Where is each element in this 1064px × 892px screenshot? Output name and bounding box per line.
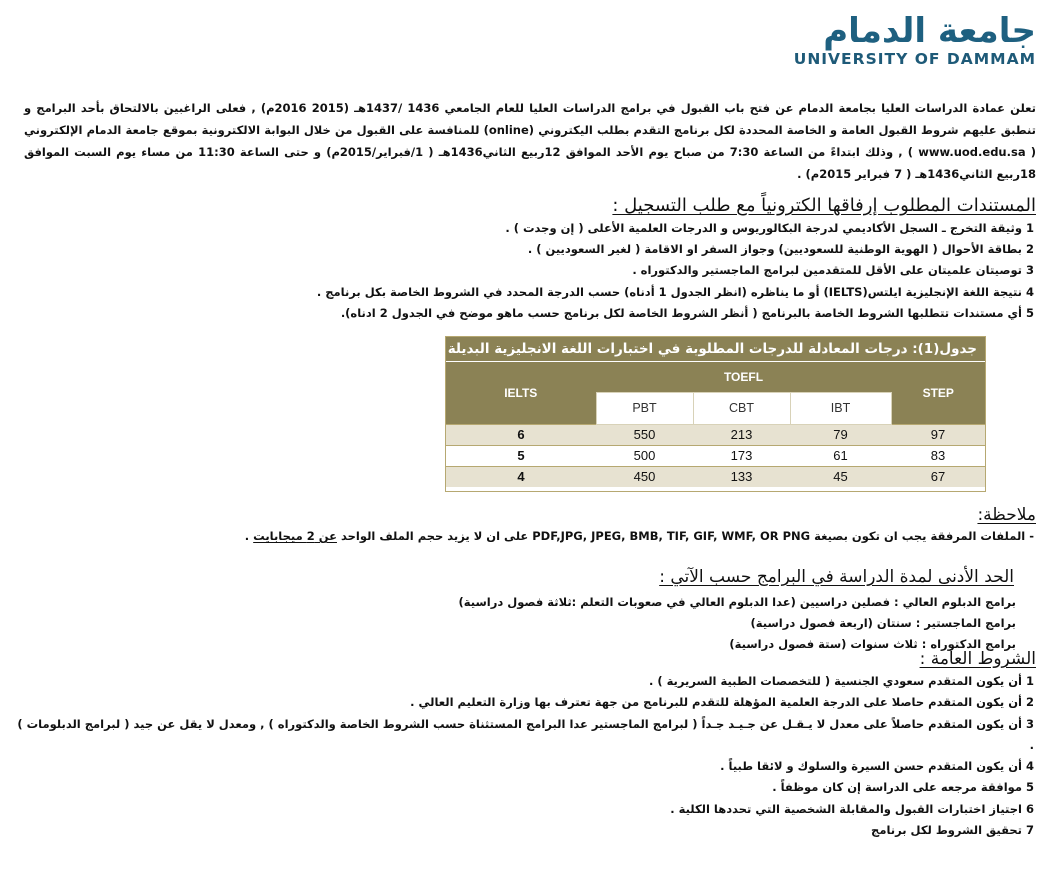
cell-step: 97 bbox=[891, 424, 985, 445]
item-text: أن يكون المتقدم حاصلاً على معدل لا يـقـل عن جـيـد جـداً ( لبرامج الماجستير عدا البرامج المستثناة حسب الشروط الخاصة والدكتوراه ) , ومعدل لا يقل عن جيد ( لبرامج الدبلومات ) . bbox=[17, 716, 1034, 752]
item-number: 2 bbox=[1025, 242, 1034, 257]
list-item: برامج الدبلوم العالي : فصلين دراسيين (عدا الدبلوم العالي في صعوبات التعلم :ثلاثة فصول دراسية) bbox=[458, 595, 1016, 609]
cell-pbt: 550 bbox=[596, 424, 693, 445]
general-conditions-list bbox=[14, 671, 1034, 841]
documents-heading: المستندات المطلوب إرفاقها الكترونياً مع طلب التسجيل : bbox=[612, 195, 1036, 216]
cell-step: 67 bbox=[891, 466, 985, 487]
item-text: أن يكون المتقدم حاصلا على الدرجة العلمية المؤهلة للتقدم للبرنامج من جهة تعترف بها وزارة التعليم العالي . bbox=[410, 695, 1022, 710]
item-text: نتيجة اللغة الإنجليزية ايلتس(IELTS) أو ما يناظره (انظر الجدول 1 أدناه) حسب الدرجة المحدد في الشروط الخاصة بكل برنامج . bbox=[316, 284, 1022, 299]
list-item bbox=[14, 820, 1034, 841]
header-pbt: PBT bbox=[596, 392, 693, 424]
item-number: 2 bbox=[1025, 695, 1034, 710]
item-text: توصيتان علميتان على الأقل للمتقدمين لبرامج الماجستير والدكتوراه . bbox=[632, 263, 1022, 278]
header-toefl: TOEFL bbox=[596, 362, 891, 392]
cell-step: 83 bbox=[891, 445, 985, 466]
note-main: - الملفات المرفقة يجب ان تكون بصيغة PDF,JPG, JPEG, BMB, TIF, GIF, WMF, OR PNG على ان لا يزيد حجم الملف الواحد bbox=[340, 529, 1034, 543]
header-ibt: IBT bbox=[790, 392, 891, 424]
list-item bbox=[14, 260, 1034, 281]
cell-ibt: 61 bbox=[790, 445, 891, 466]
header-ielts: IELTS bbox=[446, 362, 596, 424]
item-text: أن يكون المتقدم سعودي الجنسية ( للتخصصات الطبية السريرية ) . bbox=[648, 674, 1022, 688]
duration-heading: الحد الأدنى لمدة الدراسة في البرامج حسب الآتي : bbox=[659, 567, 1014, 587]
list-item bbox=[14, 218, 1034, 239]
item-number: 5 bbox=[1025, 305, 1034, 320]
logo-english: UNIVERSITY OF DAMMAM bbox=[793, 50, 1036, 68]
item-number: 1 bbox=[1025, 221, 1034, 235]
item-number: 3 bbox=[1025, 716, 1034, 731]
item-text: أي مستندات تتطلبها الشروط الخاصة بالبرنامج ( أنظر الشروط الخاصة لكل برنامج حسب ماهو موضح في الجدول 2 ادناه). bbox=[340, 305, 1022, 320]
duration-list bbox=[459, 592, 1016, 655]
cell-cbt: 173 bbox=[693, 445, 790, 466]
note-size-limit: عن 2 ميجابايت bbox=[253, 529, 337, 543]
item-number: 5 bbox=[1025, 780, 1034, 795]
intro-paragraph: تعلن عمادة الدراسات العليا بجامعة الدمام عن فتح باب القبول في برامج الدراسات العليا للعام الجامعي 1436 /1437هـ (2015 2016م) , فعلى الراغبين بالالتحاق بأحد البرامج و تنطبق عليهم شروط القبول العامة و الخاصة المحددة لكل برنامج التقدم بطلب اليكتروني (online) للمنافسة على القبول من خلال البوابة الالكترونية بموقع جامعة الدمام الإلكتروني ( www.uod.edu.sa ) , وذلك ابتداءً من الساعة 7:30 من صباح يوم الأحد الموافق 12ربيع الثاني1436هـ ( 1/فبراير/2015م) و حتى الساعة 11:30 من مساء يوم السبت الموافق 18ربيع الثاني1436هـ ( 7 فبراير 2015م) . bbox=[24, 101, 1037, 181]
cell-ibt: 79 bbox=[790, 424, 891, 445]
item-text: أن يكون المتقدم حسن السيرة والسلوك و لائقا طبياً . bbox=[720, 759, 1022, 774]
table-title: جدول(1): درجات المعادلة للدرجات المطلوبة في اختبارات اللغة الانجليزية البديلة bbox=[446, 337, 985, 362]
university-logo bbox=[780, 11, 1036, 68]
list-item: برامج الماجستير : سنتان (اربعة فصول دراسية) bbox=[750, 616, 1016, 630]
cell-ielts: 5 bbox=[446, 445, 596, 466]
general-conditions-heading: الشروط العامة : bbox=[919, 649, 1036, 669]
cell-ielts: 4 bbox=[446, 466, 596, 487]
note-end: . bbox=[244, 529, 254, 543]
logo-arabic: جامعة الدمام bbox=[823, 11, 1036, 51]
item-text: اجتياز اختبارات القبول والمقابلة الشخصية التي تحددها الكلية . bbox=[670, 801, 1022, 816]
list-item bbox=[14, 239, 1034, 260]
item-number: 7 bbox=[1025, 823, 1034, 838]
list-item bbox=[14, 303, 1034, 324]
list-item bbox=[14, 756, 1034, 777]
header-step: STEP bbox=[891, 362, 985, 424]
item-text: موافقة مرجعه على الدراسة إن كان موظفاً . bbox=[772, 780, 1022, 795]
item-number: 6 bbox=[1025, 801, 1034, 816]
table-row bbox=[446, 445, 985, 466]
item-text: بطاقة الأحوال ( الهوية الوطنية للسعوديين) وجواز السفر او الاقامة ( لغير السعوديين ) . bbox=[527, 242, 1022, 257]
list-item bbox=[14, 714, 1034, 757]
cell-cbt: 133 bbox=[693, 466, 790, 487]
documents-list bbox=[14, 218, 1034, 324]
cell-pbt: 450 bbox=[596, 466, 693, 487]
language-equivalence-table bbox=[445, 336, 986, 492]
cell-ielts: 6 bbox=[446, 424, 596, 445]
cell-ibt: 45 bbox=[790, 466, 891, 487]
cell-cbt: 213 bbox=[693, 424, 790, 445]
table-row bbox=[446, 424, 985, 445]
list-item bbox=[14, 671, 1034, 692]
header-cbt: CBT bbox=[693, 392, 790, 424]
equivalence-table bbox=[446, 362, 985, 487]
item-text: وثيقة التخرج ـ السجل الأكاديمي لدرجة البكالوريوس و الدرجات العلمية الأعلى ( إن وجدت ) . bbox=[505, 221, 1022, 235]
list-item: برامج الدكتوراه : ثلاث سنوات (ستة فصول دراسية) bbox=[729, 637, 1016, 651]
item-number: 1 bbox=[1025, 674, 1034, 688]
list-item bbox=[14, 282, 1034, 303]
list-item bbox=[14, 799, 1034, 820]
cell-pbt: 500 bbox=[596, 445, 693, 466]
item-number: 3 bbox=[1025, 263, 1034, 278]
note-heading: ملاحظة: bbox=[977, 505, 1036, 525]
item-number: 4 bbox=[1025, 284, 1034, 299]
item-text: تحقيق الشروط لكل برنامج bbox=[871, 823, 1022, 838]
list-item bbox=[14, 692, 1034, 713]
table-row bbox=[446, 466, 985, 487]
note-text bbox=[245, 529, 1034, 543]
item-number: 4 bbox=[1025, 759, 1034, 774]
list-item bbox=[14, 777, 1034, 798]
